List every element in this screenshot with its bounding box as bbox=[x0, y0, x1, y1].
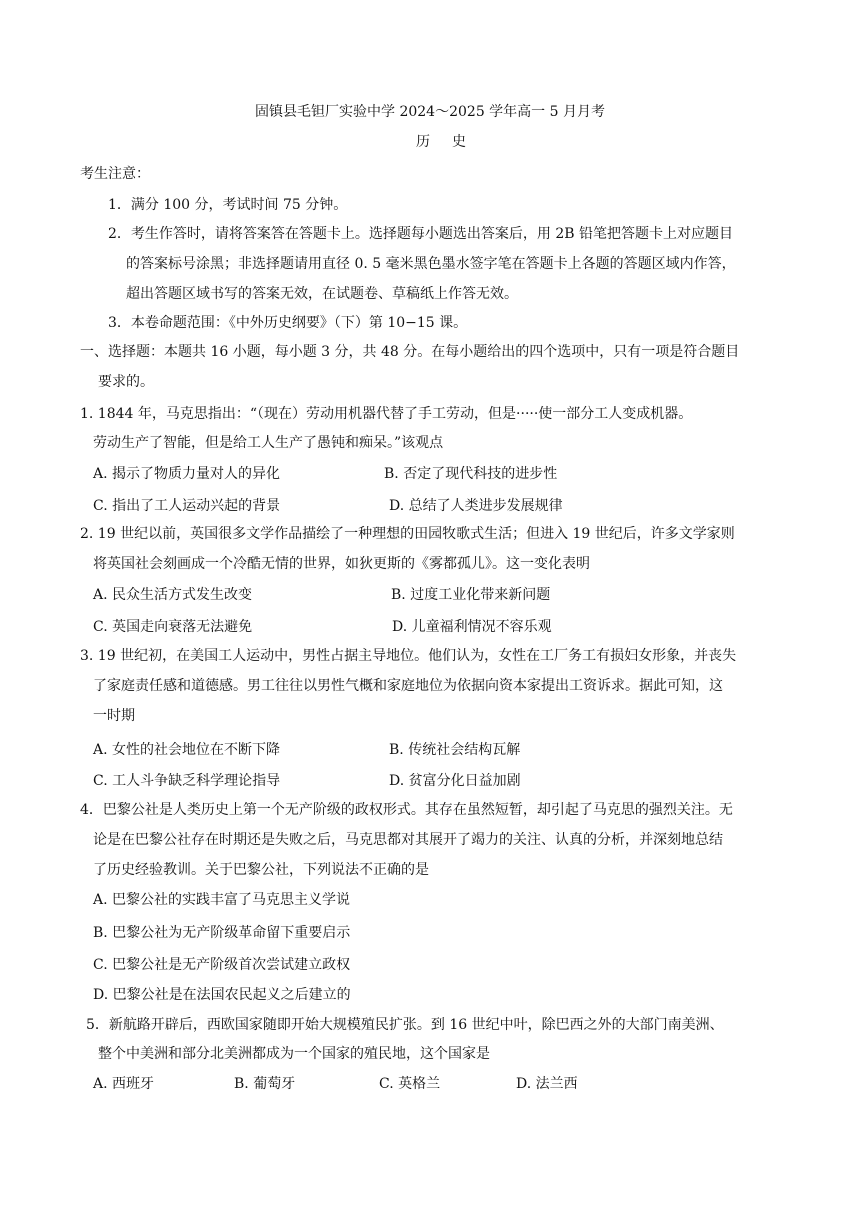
question-4-option-c: C. 巴黎公社是无产阶级首次尝试建立政权 bbox=[93, 957, 351, 973]
question-3-line-1: 3. 19 世纪初，在美国工人运动中，男性占据主导地位。他们认为，女性在工厂务工有损妇女形象，并丧失 bbox=[80, 648, 737, 664]
question-4-line-3: 了历史经验教训。关于巴黎公社，下列说法不正确的是 bbox=[93, 862, 429, 878]
question-5-option-a: A. 西班牙 bbox=[93, 1076, 155, 1092]
question-1-option-c: C. 指出了工人运动兴起的背景 bbox=[93, 498, 281, 514]
question-4-line-2: 论是在巴黎公社存在时期还是失败之后，马克思都对其展开了竭力的关注、认真的分析，并深刻地总结 bbox=[93, 832, 723, 848]
question-3-line-3: 一时期 bbox=[93, 708, 135, 724]
question-5-option-c: C. 英格兰 bbox=[379, 1076, 441, 1092]
notice-item-2-line-1: 2．考生作答时，请将答案答在答题卡上。选择题每小题选出答案后，用 2B 铅笔把答题卡上对应题目 bbox=[108, 226, 734, 242]
notice-item-1: 1．满分 100 分，考试时间 75 分钟。 bbox=[108, 197, 348, 213]
section-heading-line-1: 一、选择题：本题共 16 小题，每小题 3 分，共 48 分。在每小题给出的四个选项中，只有一项是符合题目 bbox=[80, 344, 740, 360]
notice-heading: 考生注意： bbox=[80, 166, 150, 182]
question-2-line-2: 将英国社会刻画成一个冷酷无情的世界，如狄更斯的《雾都孤儿》。这一变化表明 bbox=[93, 556, 590, 572]
question-2-option-a: A. 民众生活方式发生改变 bbox=[93, 587, 253, 603]
section-heading-line-2: 要求的。 bbox=[98, 374, 154, 390]
question-4-option-a: A. 巴黎公社的实践丰富了马克思主义学说 bbox=[93, 892, 351, 908]
question-3-option-c: C. 工人斗争缺乏科学理论指导 bbox=[93, 773, 281, 789]
question-1-option-a: A. 揭示了物质力量对人的异化 bbox=[93, 466, 281, 482]
exam-subject: 历史 bbox=[416, 134, 488, 150]
question-3-option-b: B. 传统社会结构瓦解 bbox=[389, 742, 521, 758]
question-1-option-b: B. 否定了现代科技的进步性 bbox=[384, 466, 558, 482]
question-5-option-b: B. 葡萄牙 bbox=[234, 1076, 296, 1092]
notice-item-2-line-3: 超出答题区域书写的答案无效，在试题卷、草稿纸上作答无效。 bbox=[126, 286, 518, 302]
question-2-line-1: 2. 19 世纪以前，英国很多文学作品描绘了一种理想的田园牧歌式生活；但进入 19 世纪后，许多文学家则 bbox=[80, 526, 735, 542]
question-4-line-1: 4．巴黎公社是人类历史上第一个无产阶级的政权形式。其存在虽然短暂，却引起了马克思的强烈关注。无 bbox=[80, 802, 733, 818]
question-4-option-d: D. 巴黎公社是在法国农民起义之后建立的 bbox=[93, 987, 351, 1003]
question-2-option-d: D. 儿童福利情况不容乐观 bbox=[392, 619, 552, 635]
question-5-option-d: D. 法兰西 bbox=[516, 1076, 578, 1092]
question-3-option-a: A. 女性的社会地位在不断下降 bbox=[93, 742, 281, 758]
exam-title: 固镇县毛钽厂实验中学 2024～2025 学年高一 5 月月考 bbox=[255, 104, 605, 120]
notice-item-3: 3．本卷命题范围：《中外历史纲要》（下）第 10−15 课。 bbox=[108, 315, 468, 331]
question-2-option-b: B. 过度工业化带来新问题 bbox=[391, 587, 551, 603]
question-5-line-2: 整个中美洲和部分北美洲都成为一个国家的殖民地，这个国家是 bbox=[98, 1046, 490, 1062]
question-2-option-c: C. 英国走向衰落无法避免 bbox=[93, 619, 253, 635]
question-1-line-1: 1. 1844 年，马克思指出：“（现在）劳动用机器代替了手工劳动，但是·····使一部分工人变成机器。 bbox=[80, 406, 693, 422]
question-1-option-d: D. 总结了人类进步发展规律 bbox=[389, 498, 563, 514]
question-5-line-1: 5．新航路开辟后，西欧国家随即开始大规模殖民扩张。到 16 世纪中叶，除巴西之外的大部门南美洲、 bbox=[86, 1017, 724, 1033]
question-3-line-2: 了家庭责任感和道德感。男工往往以男性气概和家庭地位为依据向资本家提出工资诉求。据此可知，这 bbox=[93, 678, 723, 694]
question-4-option-b: B. 巴黎公社为无产阶级革命留下重要启示 bbox=[93, 925, 351, 941]
question-3-option-d: D. 贫富分化日益加剧 bbox=[389, 773, 521, 789]
question-1-line-2: 劳动生产了智能，但是给工人生产了愚钝和痴呆。”该观点 bbox=[93, 435, 444, 451]
notice-item-2-line-2: 的答案标号涂黑；非选择题请用直径 0. 5 毫米黑色墨水签字笔在答题卡上各题的答题区域内作答， bbox=[126, 256, 736, 272]
